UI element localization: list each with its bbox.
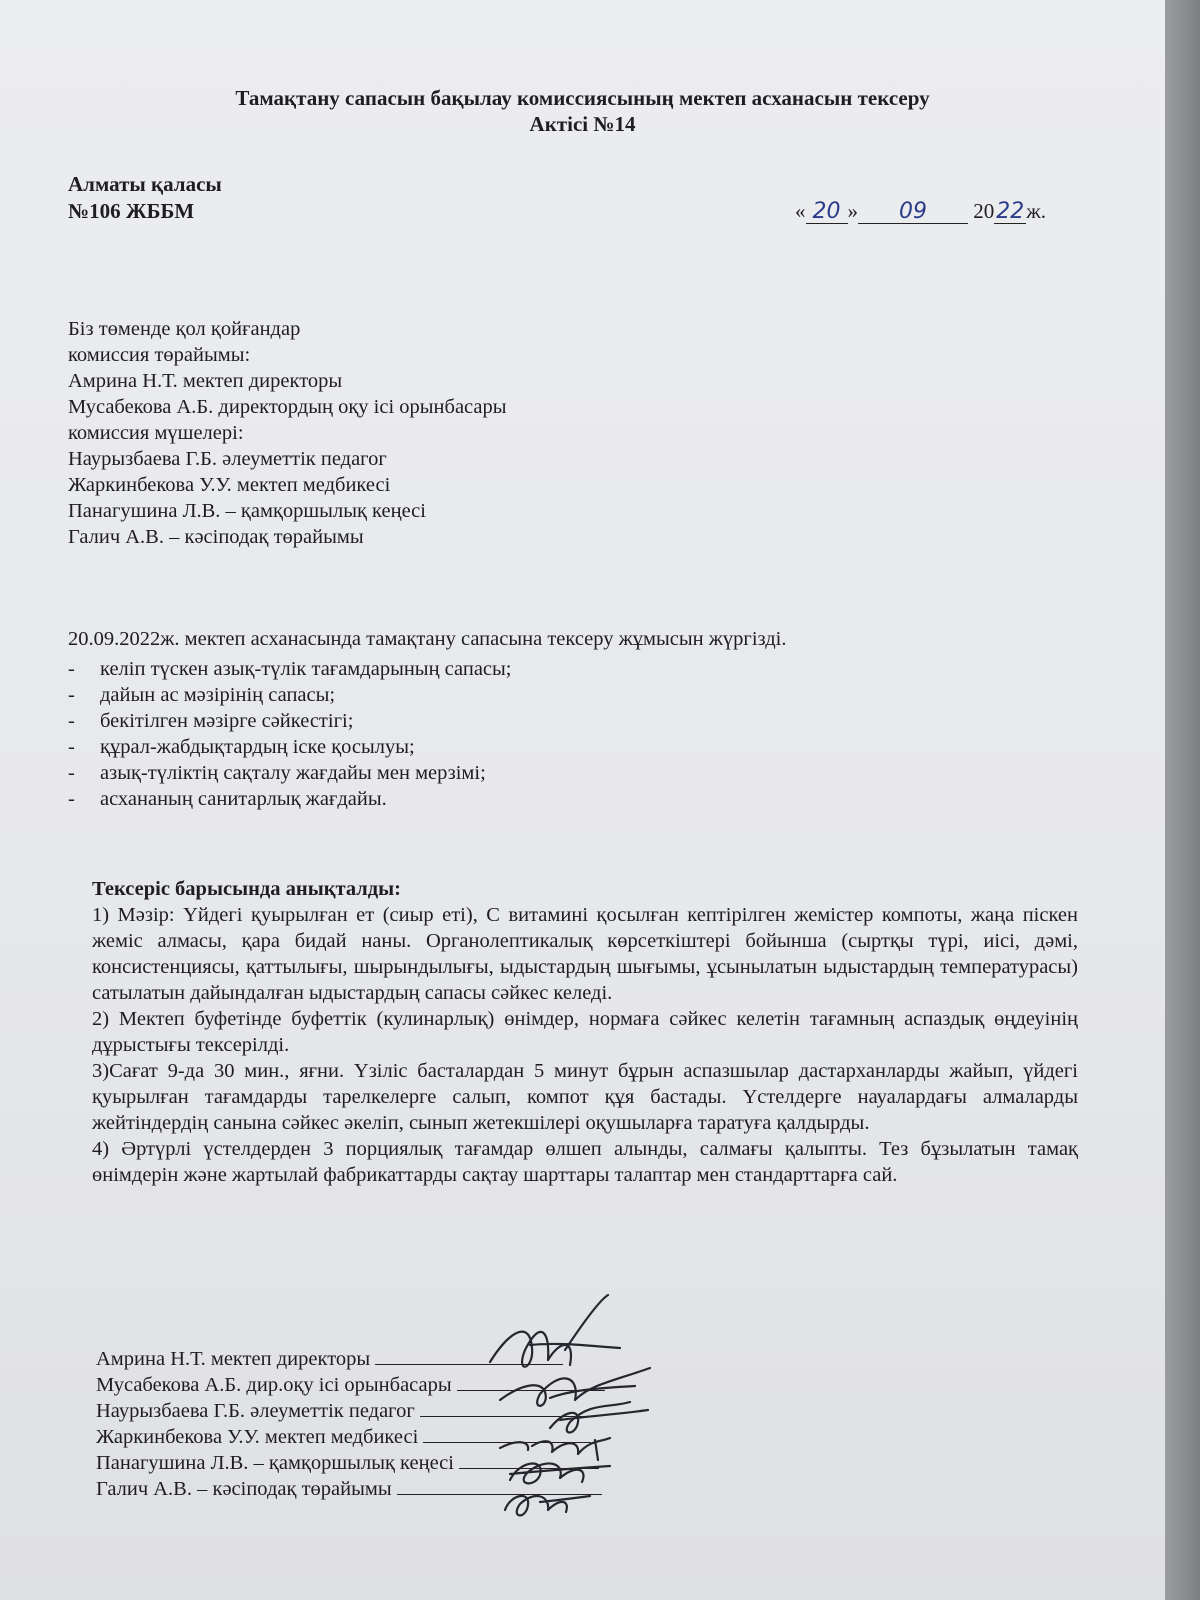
signatory-name: Наурызбаева Г.Б. әлеуметтік педагог — [96, 1400, 415, 1422]
commission-members — [68, 316, 507, 550]
checklist-text: дайын ас мәзірінің сапасы; — [100, 684, 336, 706]
document-date — [795, 199, 1046, 224]
findings-heading: Тексеріс барысында анықталды: — [92, 878, 401, 900]
checklist-text: азық-түліктің сақталу жағдайы мен мерзімі; — [100, 762, 486, 784]
date-day: 20 — [806, 201, 848, 224]
checklist-text: құрал-жабдықтардың іске қосылуы; — [100, 736, 415, 758]
findings-section — [92, 876, 1078, 1188]
member-line: Жаркинбекова У.У. мектеп медбикесі — [68, 474, 391, 496]
list-dash: - — [68, 762, 75, 784]
checklist-item — [68, 760, 512, 786]
act-number: Актісі №14 — [529, 112, 636, 136]
city-name: Алматы қаласы — [68, 172, 222, 196]
finding-paragraph: 1) Мәзір: Үйдегі қуырылған ет (сиыр еті), С витамині қосылған кептірілген жемістер компоты, жаңа піскен жеміс алмасы, қара бидай наны. Органолептикалық көрсеткіштері бойынша (сыртқы түрі, иісі, дәмі, консистенциясы, қаттылығы, шырындылығы, ыдыстардың шығымы, ұсынылатын ыдыстардың температурасы) сатылатын дайындалған ыдыстардың сапасы сәйкес келеді. — [92, 904, 1078, 1004]
checklist-text: бекітілген мәзірге сәйкестігі; — [100, 710, 354, 732]
document-title: Тамақтану сапасын бақылау комиссиясының мектеп асханасын тексеру — [235, 86, 930, 110]
list-dash: - — [68, 710, 75, 732]
member-line: Амрина Н.Т. мектеп директоры — [68, 370, 343, 392]
signatory-name: Галич А.В. – кәсіподақ төрайымы — [96, 1478, 392, 1500]
members-intro: Біз төменде қол қойғандар — [68, 318, 301, 340]
signatory-name: Мусабекова А.Б. дир.оқу ісі орынбасары — [96, 1374, 452, 1396]
list-dash: - — [68, 684, 75, 706]
member-line: Панагушина Л.В. – қамқоршылық кеңесі — [68, 500, 426, 522]
signatory-name: Жаркинбекова У.У. мектеп медбикесі — [96, 1426, 419, 1448]
checklist-item — [68, 656, 512, 682]
date-century: 20 — [973, 199, 995, 223]
checklist-text: келіп түскен азық-түлік тағамдарының сапасы; — [100, 658, 512, 680]
inspection-checklist — [68, 656, 512, 812]
handwritten-signatures — [470, 1290, 690, 1600]
list-dash: - — [68, 736, 75, 758]
finding-paragraph: 3)Сағат 9-да 30 мин., яғни. Үзіліс басталардан 5 минут бұрын аспазшылар дастарханларды жайып, үйдегі қуырылған тағамдарды тарелкелерге салып, компот құя бастады. Үстелдерге науалардағы алмаларды жейтіндердің санына сәйкес әкеліп, сынып жетекшілері оқушыларға таратуға қалдырды. — [92, 1060, 1078, 1134]
checklist-item — [68, 682, 512, 708]
checklist-item — [68, 786, 512, 812]
member-line: Галич А.В. – кәсіподақ төрайымы — [68, 526, 364, 548]
finding-paragraph: 2) Мектеп буфетінде буфеттік (кулинарлық) өнімдер, нормаға сәйкес келетін тағамның аспаздық өңдеуінің дұрыстығы тексерілді. — [92, 1008, 1078, 1056]
checklist-text: асхананың санитарлық жағдайы. — [100, 788, 387, 810]
signature-4 — [500, 1438, 610, 1460]
members-label: комиссия мүшелері: — [68, 422, 244, 444]
date-month: 09 — [858, 201, 968, 224]
inspection-intro: 20.09.2022ж. мектеп асханасында тамақтану сапасына тексеру жұмысын жүргізді. — [68, 628, 787, 650]
signature-3 — [550, 1402, 648, 1433]
date-open-quote: « — [795, 199, 806, 223]
signature-6 — [505, 1496, 590, 1515]
school-name: №106 ЖББМ — [68, 199, 195, 223]
checklist-item — [68, 708, 512, 734]
signature-1 — [490, 1295, 620, 1367]
list-dash: - — [68, 658, 75, 680]
member-line: Мусабекова А.Б. директордың оқу ісі орынбасары — [68, 396, 507, 418]
checklist-item — [68, 734, 512, 760]
signature-5 — [510, 1463, 610, 1483]
signatory-name: Панагушина Л.В. – қамқоршылық кеңесі — [96, 1452, 454, 1474]
signature-2 — [500, 1368, 650, 1406]
date-close-quote: » — [847, 199, 858, 223]
finding-paragraph: 4) Әртүрлі үстелдерден 3 порциялық тағамдар өлшеп алынды, салмағы қалыпты. Тез бұзылатын тамақ өнімдерін және жартылай фабрикаттарды сақтау шарттары талаптар мен стандарттарға сай. — [92, 1138, 1078, 1186]
list-dash: - — [68, 788, 75, 810]
signatory-name: Амрина Н.Т. мектеп директоры — [96, 1348, 371, 1370]
date-year: 22 — [996, 199, 1025, 224]
chair-label: комиссия төрайымы: — [68, 344, 251, 366]
date-suffix: ж. — [1026, 199, 1047, 223]
page-edge-shadow — [1165, 0, 1200, 1600]
member-line: Наурызбаева Г.Б. әлеуметтік педагог — [68, 448, 387, 470]
